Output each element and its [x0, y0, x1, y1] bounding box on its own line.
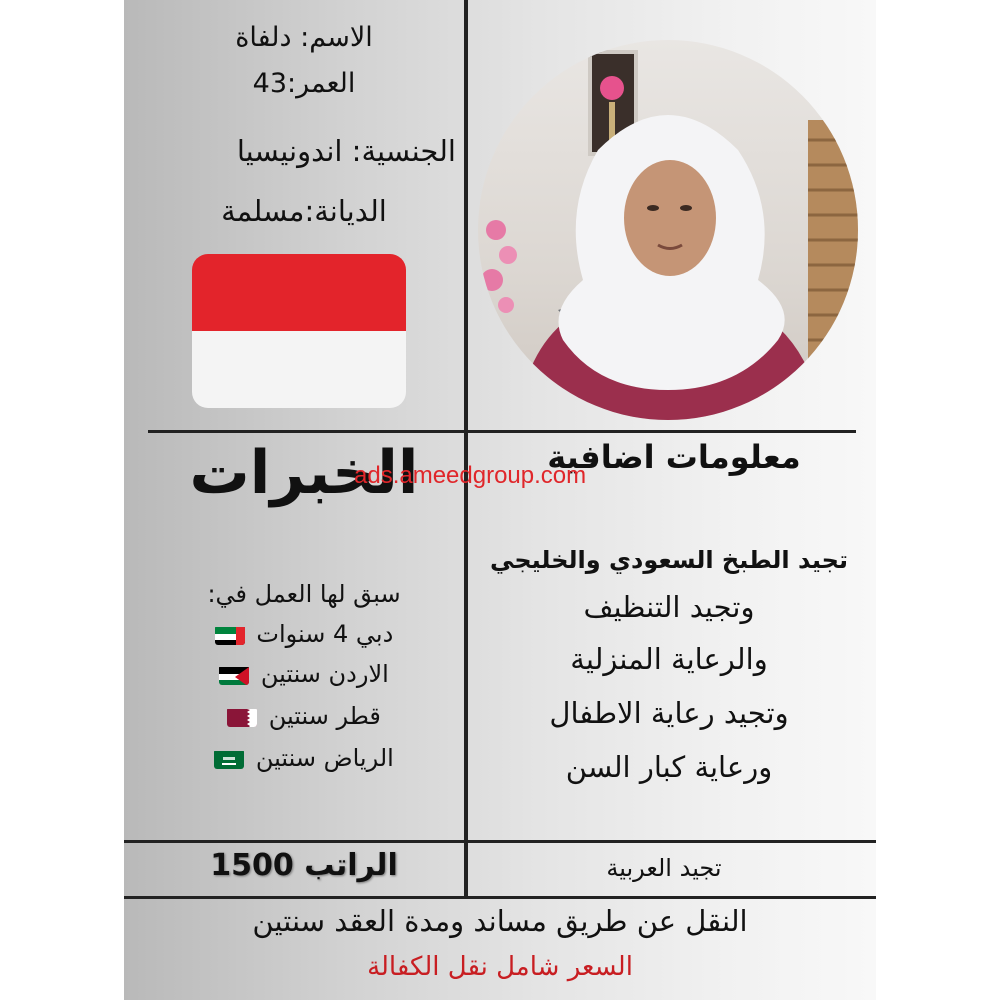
additional-line: والرعاية المنزلية: [570, 642, 768, 676]
watermark-text: ads.ameedgroup.com: [354, 462, 587, 489]
experience-item-qatar: [164, 702, 444, 730]
uae-flag-icon: [215, 625, 245, 645]
additional-line: ورعاية كبار السن: [565, 750, 773, 784]
nationality-label: الجنسية: اندونيسيا: [236, 134, 456, 168]
divider-bottom: [124, 896, 876, 899]
saudi-flag-icon: [214, 749, 244, 769]
language-label: تجيد العربية: [606, 854, 722, 882]
portrait-illustration: [478, 40, 858, 420]
experience-item-text: الاردن سنتين: [260, 660, 389, 688]
indonesia-flag-icon: [192, 254, 406, 408]
price-note: السعر شامل نقل الكفالة: [367, 952, 633, 982]
vertical-divider: [464, 0, 468, 898]
experience-item-jordan: [164, 660, 444, 688]
experience-item-uae: [164, 620, 444, 648]
experience-item-saudi: [164, 744, 444, 772]
transfer-note: النقل عن طريق مساند ومدة العقد سنتين: [252, 904, 748, 938]
experience-item-text: قطر سنتين: [268, 702, 381, 730]
age-label: العمر:43: [252, 68, 356, 99]
additional-line: تجيد الطبخ السعودي والخليجي: [490, 546, 848, 574]
divider-salary: [124, 840, 876, 843]
experience-item-text: الرياض سنتين: [255, 744, 394, 772]
additional-line: وتجيد التنظيف: [583, 590, 755, 624]
additional-line: وتجيد رعاية الاطفال: [549, 696, 789, 730]
experience-item-text: دبي 4 سنوات: [256, 620, 394, 648]
profile-card: [124, 0, 876, 1000]
religion-label: الديانة:مسلمة: [221, 194, 387, 228]
worker-photo: [478, 40, 858, 420]
experience-heading: الخبرات: [189, 438, 419, 508]
salary-label: الراتب 1500: [210, 848, 398, 883]
qatar-flag-icon: [227, 707, 257, 727]
jordan-flag-icon: [219, 665, 249, 685]
name-label: الاسم: دلفاة: [235, 22, 373, 53]
additional-info-heading: معلومات اضافية: [547, 438, 801, 476]
experience-intro: سبق لها العمل في:: [207, 580, 401, 608]
divider-top: [148, 430, 856, 433]
